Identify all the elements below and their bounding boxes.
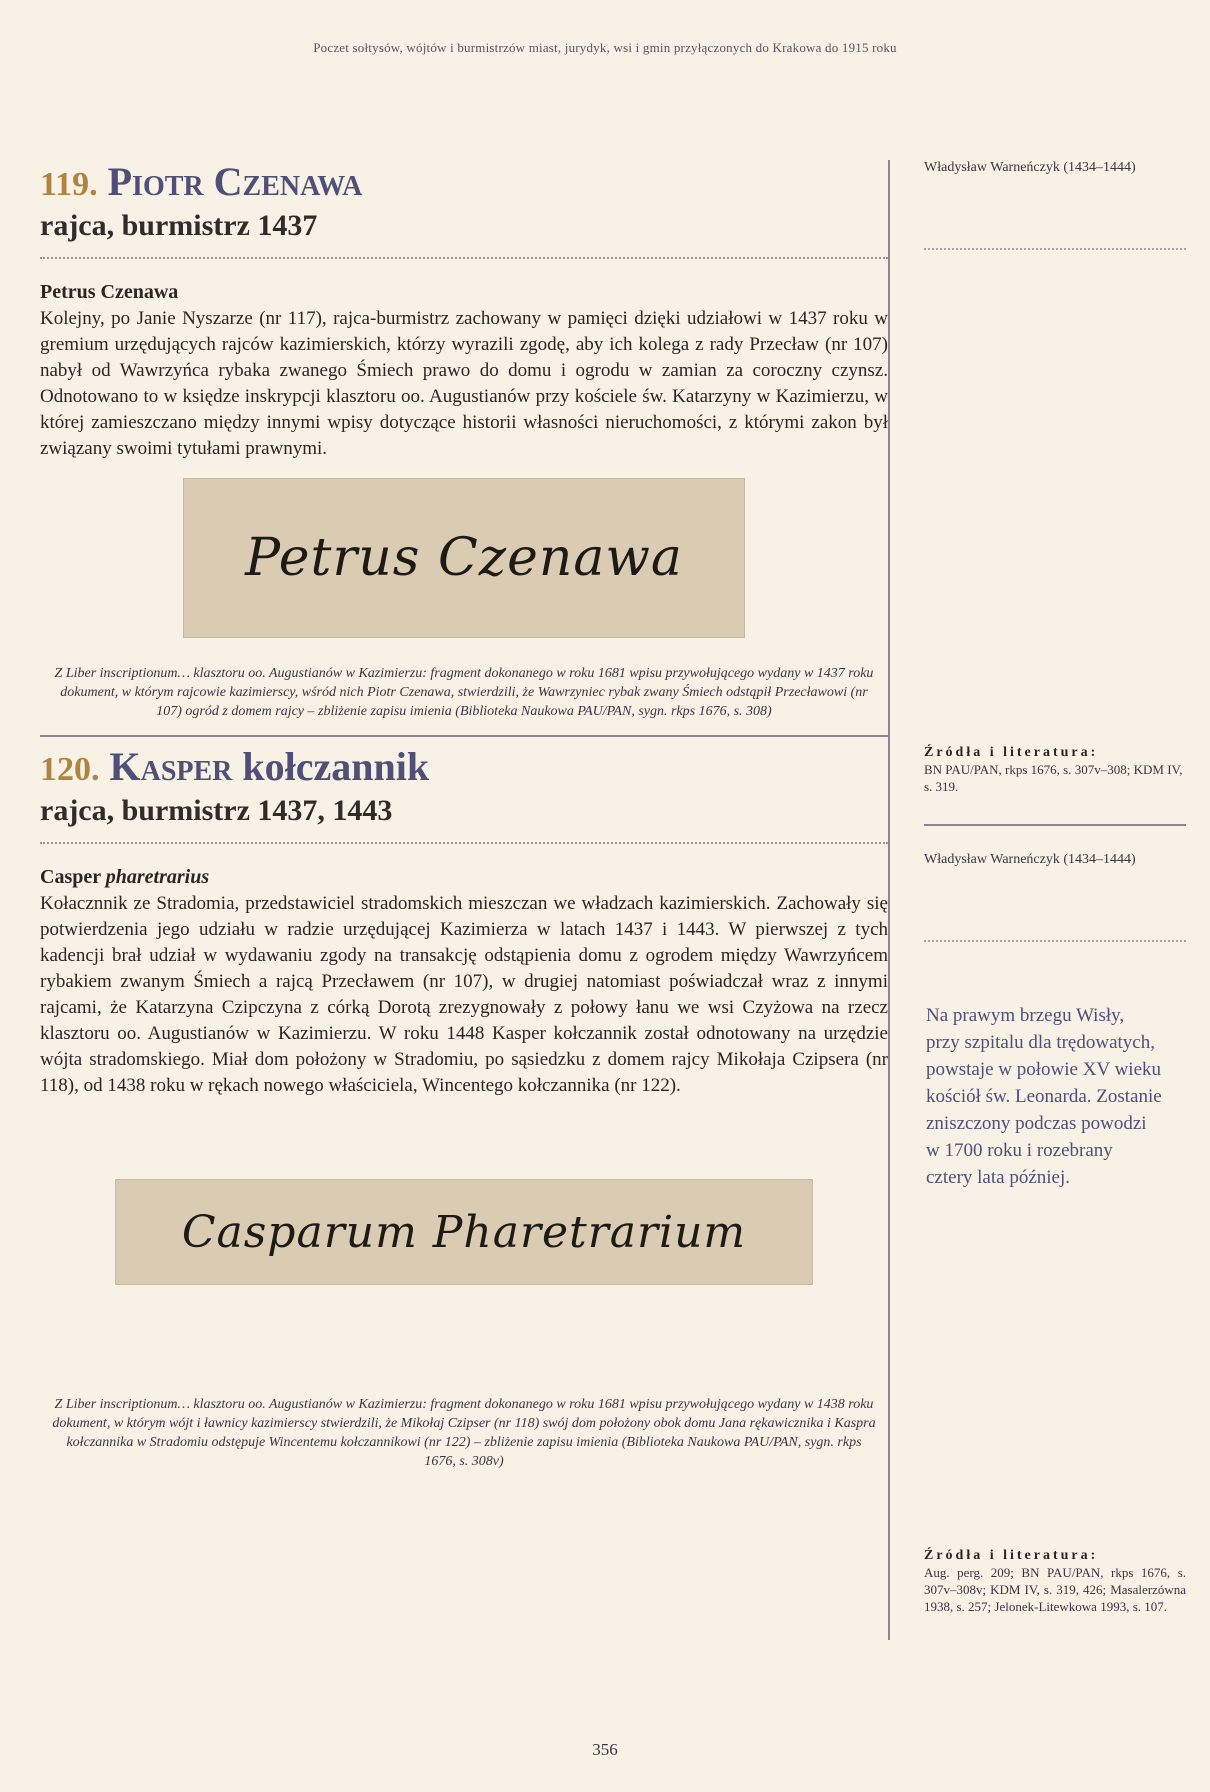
entry-office: rajca, burmistrz 1437 [40, 209, 318, 242]
entry-title [40, 160, 888, 207]
side-dotted-divider [924, 940, 1186, 942]
ruler-label: Władysław Warneńczyk (1434–1444) [924, 852, 1136, 867]
latin-name-text: Casper [40, 866, 101, 888]
entry-number: 119. [40, 166, 98, 203]
image-caption: Z Liber inscriptionum… klasztoru oo. Augustianów w Kazimierzu: fragment dokonanego w roku 1681 wpisu przywołującego wydany w 1437 roku dokument, w którym rajcowie kazimierscy, wśród nich Piotr Czenawa, stwierdzili, że Wawrzyniec rybak zwany Śmiech odstąpił Przecławowi (nr 107) ogród z domem rajcy – zbliżenie zapisu imienia (Biblioteka Naukowa PAU/PAN, sygn. rkps 1676, s. 308) [54, 666, 874, 719]
side-block-120 [924, 852, 1186, 942]
entry-header [40, 160, 888, 243]
main-column [40, 160, 888, 1471]
sources-119 [924, 745, 1186, 795]
entry-120 [40, 745, 888, 1471]
entry-title [40, 745, 888, 792]
sources-text: Aug. perg. 209; BN PAU/PAN, rkps 1676, s. 307v–308v; KDM IV, s. 319, 426; Masalerzówna 1938, s. 257; Jelonek-Litewkowa 1993, s. 107. [924, 1565, 1186, 1614]
latin-name-text: Petrus Czenawa [40, 281, 179, 303]
signature-image [115, 1179, 813, 1285]
latin-name-italic: pharetrarius [105, 866, 210, 888]
entry-119 [40, 160, 888, 737]
entry-office: rajca, burmistrz 1437, 1443 [40, 794, 393, 827]
entry-number: 120. [40, 751, 100, 788]
side-block-119 [924, 160, 1186, 250]
entry-separator [40, 735, 888, 737]
entry-name-suffix: kołczannik [242, 744, 430, 789]
entry-header [40, 745, 888, 828]
historical-note: Na prawym brzegu Wisły, przy szpitalu dla trędowatych, powstaje w połowie XV wieku kościół św. Leonarda. Zostanie zniszczony podczas powodzi w 1700 roku i rozebrany cztery lata później. [926, 1005, 1162, 1188]
signature-text: Casparum Pharetrarium [181, 1206, 747, 1258]
column-rule [888, 160, 890, 1640]
entry-body: Kolejny, po Janie Nyszarze (nr 117), rajca-burmistrz zachowany w pamięci dzięki udziałowi w 1437 roku w gremium urzędujących rajców kazimierskich, którzy wyrazili zgodę, aby ich kolega z rady Przecław (nr 107) nabył od Wawrzyńca rybaka zwanego Śmiech prawo do domu i ogrodu w zamian za coroczny czynsz. Odnotowano to w księdze inskrypcji klasztoru oo. Augustianów przy kościele św. Katarzyny w Kazimierzu, w której zamieszczano między innymi wpisy dotyczące historii własności nieruchomości, z którymi zakon był związany swoimi tytułami prawnymi. [40, 308, 888, 459]
sources-heading: Źródła i literatura: [924, 1548, 1099, 1563]
page-number: 356 [592, 1740, 618, 1759]
dotted-divider [40, 257, 888, 259]
sources-heading: Źródła i literatura: [924, 745, 1099, 760]
latin-name [40, 866, 888, 889]
dotted-divider [40, 842, 888, 844]
sources-text: BN PAU/PAN, rkps 1676, s. 307v–308; KDM IV, s. 319. [924, 762, 1183, 794]
side-dotted-divider [924, 248, 1186, 250]
signature-text: Petrus Czenawa [245, 528, 683, 588]
image-caption: Z Liber inscriptionum… klasztoru oo. Augustianów w Kazimierzu: fragment dokonanego w roku 1681 wpisu przywołującego wydany w 1438 roku dokument, w którym wójt i ławnicy kazimierscy stwierdzili, że Mikołaj Czipser (nr 118) swój dom położony obok domu Jana rękawicznika i Kaspra kołczannika w Stradomiu odstępuje Wincentemu kołczannikowi (nr 122) – zbliżenie zapisu imienia (Biblioteka Naukowa PAU/PAN, sygn. rkps 1676, s. 308v) [52, 1397, 876, 1469]
side-separator [924, 824, 1186, 826]
entry-body: Kołacznnik ze Stradomia, przedstawiciel stradomskich mieszczan we władzach kazimierskich. Zachowały się potwierdzenia jego udziału w radzie urzędującej Kazimierza w latach 1437 i 1443. W pierwszej z tych kadencji brał udział w wydawaniu zgody na transakcję odstąpienia domu z ogrodem między Wawrzyńcem rybakiem zwanym Śmiech a rajcą Przecławem (nr 107), w drugiej natomiast poświadczał wraz z innymi rajcami, że Katarzyna Czipczyna z córką Dorotą zrezygnowały z połowy łanu we wsi Czyżowa na rzecz klasztoru oo. Augustianów w Kazimierzu. W roku 1448 Kasper kołczannik został odnotowany na urzędzie wójta stradomskiego. Miał dom położony w Stradomiu, po sąsiedzku z domem rajcy Mikołaja Czipsera (nr 118), od 1438 roku w rękach nowego właściciela, Wincentego kołczannika (nr 122). [40, 893, 888, 1096]
sources-120 [924, 1548, 1186, 1615]
latin-name [40, 281, 888, 304]
running-head: Poczet sołtysów, wójtów i burmistrzów miast, jurydyk, wsi i gmin przyłączonych do Krakowa do 1915 roku [313, 40, 897, 55]
entry-name: Piotr Czenawa [107, 159, 363, 204]
entry-name: Kasper [109, 744, 233, 789]
signature-image [183, 478, 745, 638]
ruler-label: Władysław Warneńczyk (1434–1444) [924, 160, 1136, 175]
